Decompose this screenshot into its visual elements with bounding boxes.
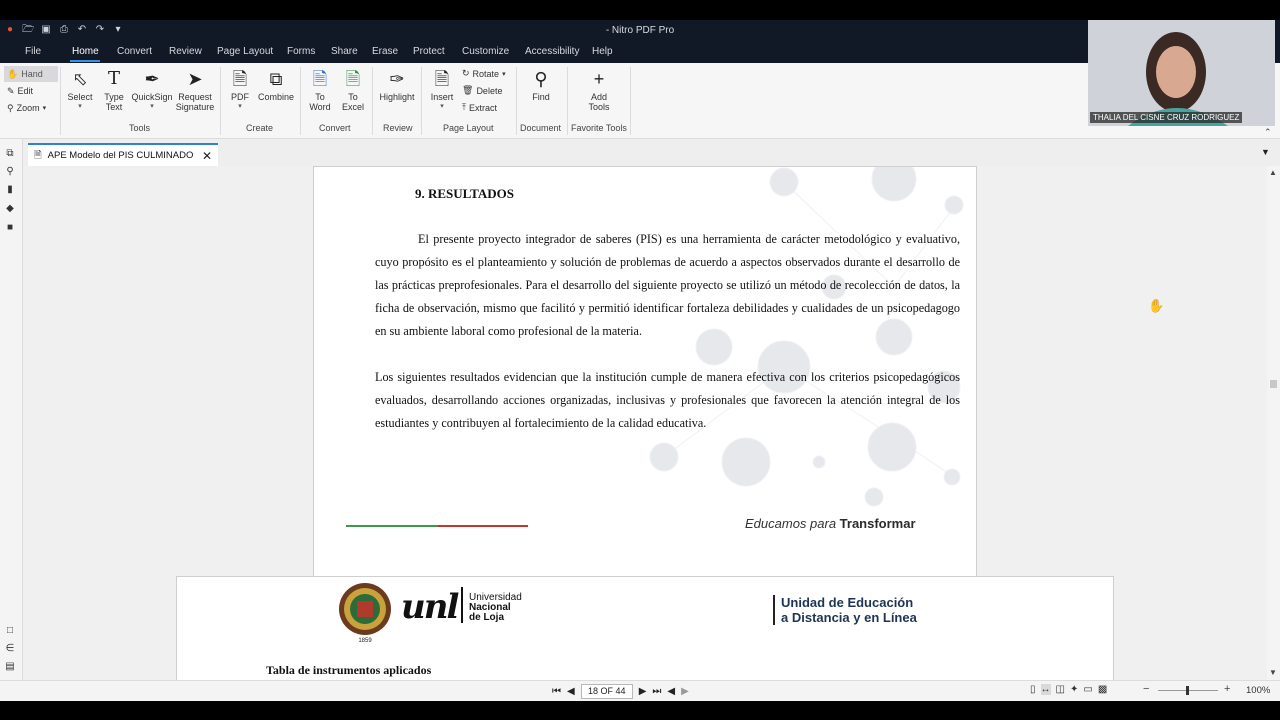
group-label-document: Document: [520, 123, 562, 133]
left-sidebar: [0, 139, 23, 680]
menu-page-layout[interactable]: Page Layout: [217, 46, 274, 57]
text-icon: T: [107, 68, 120, 89]
next-view-icon[interactable]: ▶: [681, 686, 689, 697]
document-tab[interactable]: [28, 143, 218, 166]
chevron-down-icon: ▾: [238, 103, 242, 110]
menu-erase[interactable]: Erase: [372, 46, 399, 57]
attachments-icon[interactable]: ∈: [5, 643, 15, 654]
rotate-button[interactable]: ↻ Rotate ▾: [462, 68, 506, 79]
unit-name: Unidad de Educación a Distancia y en Línea: [773, 595, 917, 625]
type-text-button[interactable]: T Type Text: [100, 68, 128, 112]
webcam-overlay: [1088, 20, 1275, 126]
edit-mode-button[interactable]: ✎ Edit: [7, 85, 34, 96]
chevron-down-icon: ▾: [150, 103, 154, 110]
open-icon[interactable]: 🗁: [22, 24, 35, 35]
window-title: - Nitro PDF Pro: [605, 25, 675, 36]
zoom-icon: ⚲: [7, 102, 14, 113]
tags-icon[interactable]: ◆: [6, 203, 14, 214]
insert-button[interactable]: 🗎 Insert ▾: [428, 68, 456, 112]
undo-icon[interactable]: ↶: [77, 24, 87, 35]
document-icon: 🗎: [34, 149, 42, 161]
logo-divider: [461, 587, 463, 623]
chevron-down-icon: ▾: [440, 103, 444, 110]
word-icon: 🗎: [312, 69, 328, 89]
page-navigation: [552, 684, 689, 699]
pen-icon: ✒: [144, 69, 160, 89]
group-label-page-layout: Page Layout: [443, 123, 494, 133]
divider: [300, 67, 301, 135]
trash-icon: 🗑: [462, 85, 474, 95]
fullscreen-icon[interactable]: ▭: [1083, 684, 1093, 695]
find-button[interactable]: ⚲ Find: [527, 68, 555, 102]
divider: [516, 67, 517, 135]
next-page-icon[interactable]: ▶: [638, 686, 647, 697]
view-mode-icons: [1030, 684, 1107, 695]
table-caption: Tabla de instrumentos aplicados: [266, 663, 432, 677]
request-signature-button[interactable]: ➤ Request Signature: [175, 69, 215, 112]
menu-file[interactable]: File: [25, 46, 42, 57]
pdf-page-18: [313, 166, 977, 577]
hand-cursor-icon: ✋: [1148, 298, 1165, 313]
section-heading: 9. RESULTADOS: [415, 186, 514, 201]
menu-customize[interactable]: Customize: [462, 46, 510, 57]
extract-button[interactable]: ⤒ Extract: [462, 102, 497, 113]
select-button[interactable]: ⬁ Select ▾: [67, 69, 93, 110]
cursor-icon: ⬁: [72, 69, 88, 89]
menu-review[interactable]: Review: [169, 46, 202, 57]
menu-accessibility[interactable]: Accessibility: [525, 46, 580, 57]
university-seal-icon: [338, 582, 392, 644]
menu-protect[interactable]: Protect: [413, 46, 445, 57]
hand-icon: ✋: [7, 68, 19, 79]
status-bar: [0, 680, 1280, 701]
highlighter-icon: ✑: [389, 69, 405, 89]
new-pdf-icon: 🗎: [232, 69, 248, 89]
scroll-thumb[interactable]: [1270, 380, 1277, 388]
combine-icon: ⧉: [269, 69, 283, 89]
pages-panel-icon[interactable]: ⧉: [6, 148, 14, 159]
comments-icon[interactable]: □: [6, 625, 14, 636]
chevron-down-icon: ▾: [42, 105, 47, 112]
rotate-icon: ↻: [462, 68, 470, 78]
redo-icon[interactable]: ↷: [95, 24, 105, 35]
fields-icon[interactable]: ▤: [5, 661, 15, 672]
divider: [60, 67, 61, 135]
vertical-scrollbar[interactable]: [1267, 166, 1280, 680]
single-page-icon[interactable]: ▯: [1030, 684, 1036, 695]
footer-green-line: [346, 525, 437, 527]
document-tab-label: APE Modelo del PIS CULMINADO: [47, 150, 194, 161]
menu-convert[interactable]: Convert: [117, 46, 153, 57]
extract-icon: ⤒: [462, 102, 466, 112]
divider: [567, 67, 568, 135]
page-number-field[interactable]: 18 OF 44: [581, 684, 633, 699]
presentation-icon[interactable]: ▩: [1097, 684, 1108, 695]
bookmarks-icon[interactable]: ▮: [7, 184, 13, 195]
footer-red-line: [437, 525, 528, 527]
pdf-page-19: [176, 576, 1114, 680]
unl-logo-text: unl: [401, 587, 458, 627]
zoom-in-icon[interactable]: +: [1224, 683, 1231, 695]
chevron-down-icon: ▾: [78, 103, 82, 110]
menu-share[interactable]: Share: [331, 46, 358, 57]
presenter-video: [1088, 20, 1275, 126]
mode-group: [4, 66, 58, 117]
tab-list-chevron-icon[interactable]: ▼: [1261, 147, 1270, 157]
plus-icon: +: [593, 69, 605, 89]
two-page-icon[interactable]: ◫: [1055, 684, 1065, 695]
presenter-name: THALIA DEL CISNE CRUZ RODRIGUEZ: [1090, 112, 1242, 123]
group-label-review: Review: [383, 123, 413, 133]
print-icon[interactable]: ⎙: [60, 24, 68, 35]
search-panel-icon[interactable]: ⚲: [6, 166, 14, 177]
chevron-down-icon: ▾: [502, 70, 506, 78]
combine-button[interactable]: ⧉ Combine: [257, 69, 295, 102]
group-label-tools: Tools: [129, 123, 151, 133]
active-menu-indicator: [70, 60, 100, 62]
document-viewport[interactable]: [23, 166, 1267, 680]
group-label-favorite-tools: Favorite Tools: [571, 123, 627, 133]
menu-forms[interactable]: Forms: [287, 46, 316, 57]
to-word-button[interactable]: 🗎 To Word: [306, 68, 334, 112]
university-name: Universidad Nacional de Loja: [469, 592, 522, 623]
previous-view-icon[interactable]: ◀: [667, 686, 676, 697]
add-tools-button[interactable]: + Add Tools: [585, 68, 613, 112]
previous-page-icon[interactable]: ◀: [567, 686, 575, 697]
paragraph-1: El presente proyecto integrador de saberes (PIS) es una herramienta de carácter metodológico y evaluativo, cuyo propósito es el planteamiento y solución de problemas de acuerdo a aspectos observados durante el desarrollo de las prácticas preprofesionales. Para el desarrollo del siguiente proyecto se utilizó un método de recolección de datos, la ficha de observación, mismo que facilitó y permitió identificar fortaleza debilidades y cualidades de un psicopedagogo en su ambiente laboral como profesional de la materia.: [375, 232, 960, 338]
divider: [421, 67, 422, 135]
document-tab-bar: [0, 139, 1280, 166]
search-icon: ⚲: [534, 69, 548, 89]
zoom-mode-button[interactable]: ⚲ Zoom ▾: [7, 102, 47, 113]
quicksign-button[interactable]: ✒ QuickSign ▾: [131, 69, 173, 110]
paragraph-2: Los siguientes resultados evidencian que la institución cumple de manera efectiva con los criterios psicopedagógicos evaluados, desarrollando acciones organizadas, inclusivas y profesionales que favorecen la atención integral de los estudiantes y contribuyen al fortalecimiento de la calidad educativa.: [375, 370, 960, 430]
fit-width-icon[interactable]: ↔: [1040, 684, 1051, 695]
to-excel-button[interactable]: 🗎 To Excel: [339, 68, 367, 112]
pdf-button[interactable]: 🗎 PDF ▾: [226, 68, 254, 112]
scroll-down-icon[interactable]: ▼: [1269, 668, 1277, 677]
send-icon: ➤: [187, 69, 203, 89]
menu-help[interactable]: Help: [592, 46, 613, 57]
hand-mode-button[interactable]: ✋ Hand: [4, 66, 58, 82]
zoom-level[interactable]: 100%: [1246, 685, 1271, 696]
nitro-logo-icon: ●: [6, 24, 14, 35]
zoom-slider-thumb[interactable]: [1186, 686, 1189, 695]
customize-qa-icon[interactable]: ▾: [115, 24, 121, 35]
lock-icon[interactable]: ■: [6, 222, 14, 233]
delete-button[interactable]: 🗑 Delete: [462, 85, 503, 96]
excel-icon: 🗎: [345, 69, 361, 89]
insert-page-icon: 🗎: [434, 69, 450, 89]
menu-home[interactable]: Home: [72, 46, 99, 57]
collapse-ribbon-icon[interactable]: ⌃: [1264, 127, 1272, 137]
scroll-up-icon[interactable]: ▲: [1269, 168, 1277, 177]
group-label-create: Create: [246, 123, 274, 133]
highlight-button[interactable]: ✑ Highlight: [377, 68, 417, 102]
close-icon[interactable]: ✕: [201, 148, 212, 163]
save-icon[interactable]: ▣: [41, 24, 51, 35]
edit-icon: ✎: [7, 85, 15, 96]
svg-text:1859: 1859: [358, 638, 372, 644]
divider: [220, 67, 221, 135]
divider: [372, 67, 373, 135]
fit-page-icon[interactable]: ✦: [1069, 684, 1079, 695]
footer-slogan: Educamos para Transformar: [745, 516, 916, 531]
zoom-out-icon[interactable]: −: [1143, 683, 1150, 695]
group-label-convert: Convert: [319, 123, 351, 133]
last-page-icon[interactable]: ⏭: [652, 686, 662, 697]
first-page-icon[interactable]: ⏮: [552, 686, 561, 697]
divider: [630, 67, 631, 135]
